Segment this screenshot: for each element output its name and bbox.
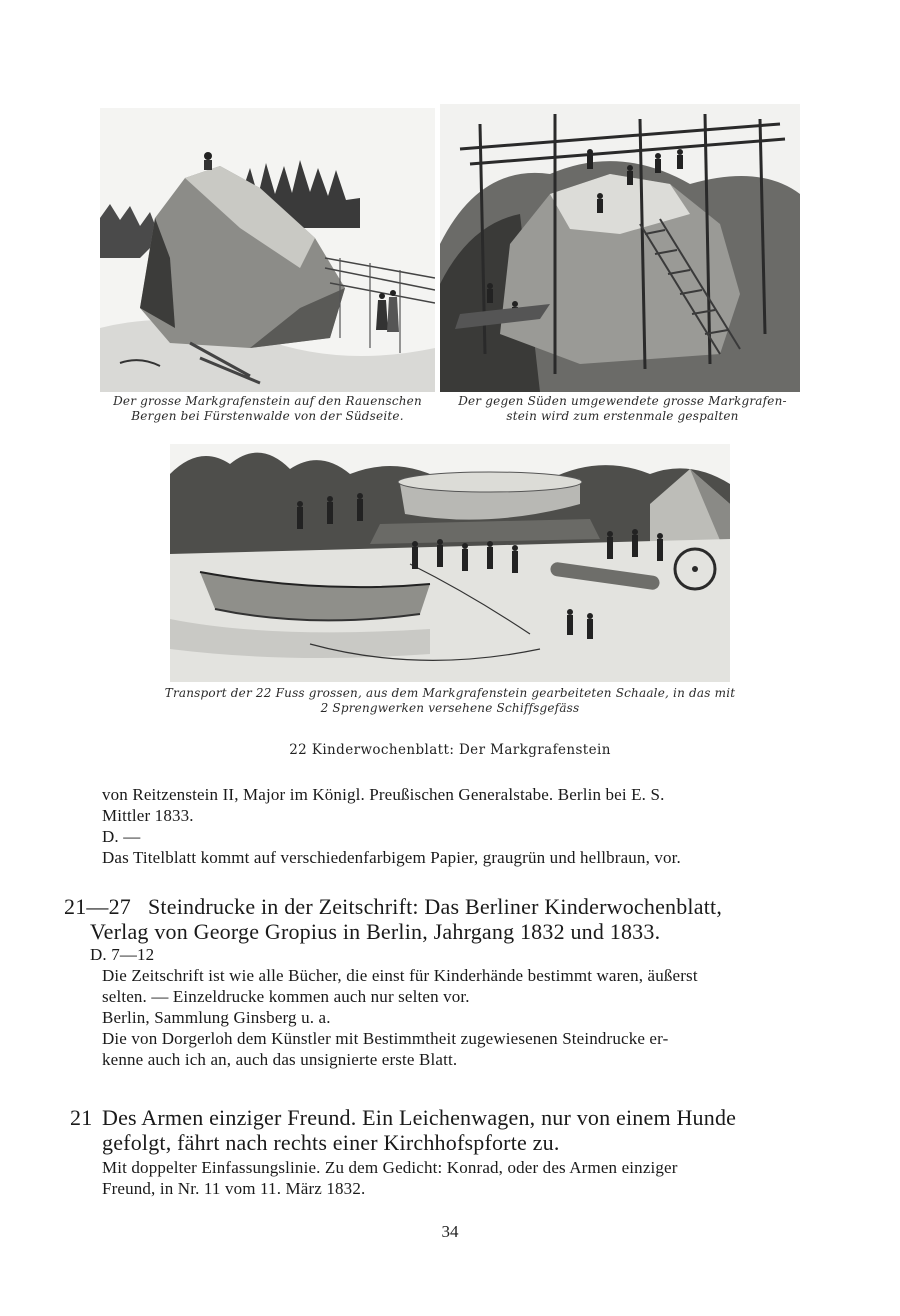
catalog-entry-21 bbox=[64, 1105, 842, 1199]
catalog-entry-21-27 bbox=[64, 894, 842, 1070]
plate-caption-top-left bbox=[100, 394, 435, 424]
illustration-boulder-on-hill bbox=[100, 108, 435, 392]
illustration-transport-of-bowl bbox=[170, 444, 730, 682]
text-line: Freund, in Nr. 11 vom 11. März 1832. bbox=[102, 1179, 366, 1198]
entry-title-line: Des Armen einziger Freund. Ein Leichenwagen, nur von einem Hunde bbox=[102, 1105, 737, 1130]
continuation-paragraph bbox=[102, 784, 842, 868]
text-line: Berlin, Sammlung Ginsberg u. a. bbox=[102, 1008, 331, 1027]
text-line: D. — bbox=[102, 827, 141, 846]
plate-caption-bottom bbox=[160, 686, 740, 716]
caption-line: Der gegen Süden umgewendete grosse Markgrafen- bbox=[458, 394, 787, 408]
text-line: von Reitzenstein II, Major im Königl. Preußischen Generalstabe. Berlin bei E. S. bbox=[102, 785, 665, 804]
text-line: selten. — Einzeldrucke kommen auch nur selten vor. bbox=[102, 987, 470, 1006]
lithograph-plate bbox=[100, 104, 800, 729]
text-line: Mittler 1833. bbox=[102, 806, 194, 825]
entry-number: 21 bbox=[70, 1105, 93, 1130]
illustration-splitting-stone bbox=[440, 104, 800, 392]
caption-line: Der grosse Markgrafenstein auf den Rauenschen bbox=[113, 394, 422, 408]
entry-title-line: Verlag von George Gropius in Berlin, Jahrgang 1832 und 1833. bbox=[90, 919, 661, 944]
entry-reference: D. 7—12 bbox=[90, 945, 155, 964]
caption-line: Transport der 22 Fuss grossen, aus dem Markgrafenstein gearbeiteten Schaale, in das mit bbox=[164, 686, 736, 700]
plate-caption-top-right bbox=[445, 394, 800, 424]
text-line: Mit doppelter Einfassungslinie. Zu dem Gedicht: Konrad, oder des Armen einziger bbox=[102, 1158, 678, 1177]
text-line: Die Zeitschrift ist wie alle Bücher, die einst für Kinderhände bestimmt waren, äußerst bbox=[102, 966, 698, 985]
entry-title-line: Steindrucke in der Zeitschrift: Das Berliner Kinderwochenblatt, bbox=[148, 894, 723, 919]
page-number: 34 bbox=[441, 1222, 459, 1241]
text-line: kenne auch ich an, auch das unsignierte erste Blatt. bbox=[102, 1050, 458, 1069]
text-line: Die von Dorgerloh dem Künstler mit Bestimmtheit zugewiesenen Steindrucke er- bbox=[102, 1029, 669, 1048]
entry-title-line: gefolgt, fährt nach rechts einer Kirchhofspforte zu. bbox=[102, 1130, 560, 1155]
caption-line: Bergen bei Fürstenwalde von der Südseite. bbox=[131, 409, 404, 423]
entry-number: 21—27 bbox=[64, 894, 131, 919]
text-line: Das Titelblatt kommt auf verschiedenfarbigem Papier, graugrün und hellbraun, vor. bbox=[102, 848, 681, 867]
figure-caption: 22 Kinderwochenblatt: Der Markgrafenstein bbox=[289, 742, 611, 758]
caption-line: 2 Sprengwerken versehene Schiffsgefäss bbox=[320, 701, 580, 715]
caption-line: stein wird zum erstenmale gespalten bbox=[506, 409, 739, 423]
